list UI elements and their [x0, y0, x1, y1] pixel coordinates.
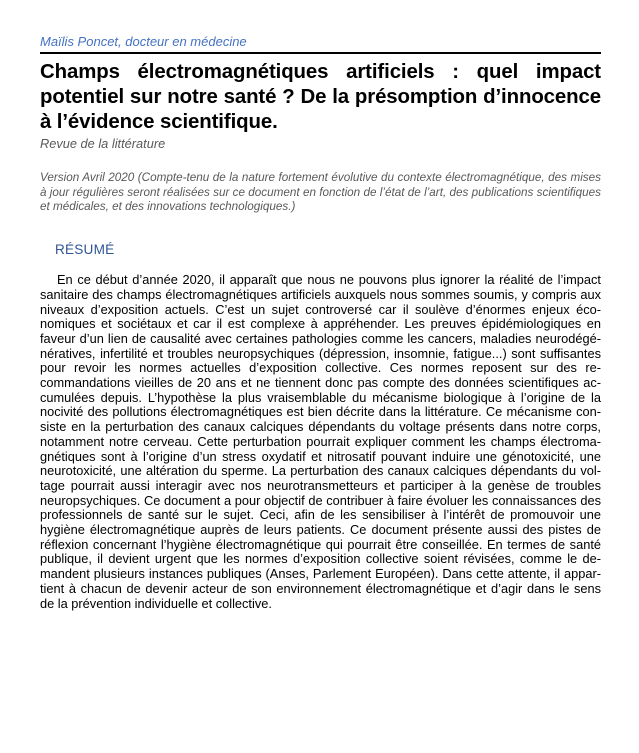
resume-section-heading: RÉSUMÉ — [55, 242, 115, 258]
version-note: Version Avril 2020 (Compte-tenu de la nature fortement évolutive du contexte électromagnétique, des mises à jour régulières seront réalisées sur ce document en fonction de l’état de l’art, des publications scientifiques et médicales, et des innovations technologiques.) — [40, 171, 601, 214]
document-subtitle: Revue de la littérature — [40, 136, 166, 151]
title-separator-rule — [40, 52, 601, 54]
document-title: Champs électromagnétiques artificiels : quel impact potentiel sur notre santé ? De la présomption d’innocence à l’évidence scientifique. — [40, 61, 601, 133]
author-byline: Maïlis Poncet, docteur en médecine — [40, 34, 247, 49]
abstract-paragraph: En ce début d’année 2020, il apparaît que nous ne pouvons plus ignorer la réalité de l’impact sanitaire des champs électromagnétiques artificiels auxquels nous sommes soumis, y compris aux niveaux d’exposition actuels. C’est un sujet controversé car il soulève d’énormes enjeux économiques et sociétaux et car il est complexe à appréhender. Les preuves épidémiologiques en faveur d’un lien de causalité avec certaines pathologies comme les cancers, maladies neurodégénératives, infertilité et troubles neuropsychiques (dépression, insomnie, fatigue...) sont suffisantes pour revoir les normes actuelles d’exposition collective. Ces normes reposent sur des recommandations vieilles de 20 ans et ne tiennent donc pas compte des données scientifiques accumulées depuis. L’hypothèse la plus vraisemblable du mécanisme biologique à l’origine de la nocivité des pollutions électromagnétiques est bien décrite dans la littérature. Ce mécanisme consiste en la perturbation des canaux calciques dépendants du voltage présents dans notre corps, notamment notre cerveau. Cette perturbation pourrait expliquer comment les champs électromagnétiques sont à l’origine d’un stress oxydatif et nitrosatif pouvant induire une génotoxicité, une neurotoxicité, une altération du sperme. La perturbation des canaux calciques dépendants du voltage pourrait aussi interagir avec nos neurotransmetteurs et participer à la genèse de troubles neuropsychiques. Ce document a pour objectif de contribuer à faire évoluer les connaissances des professionnels de santé sur le sujet. Ceci, afin de les sensibiliser à l’intérêt de promouvoir une hygiène électromagnétique auprès de leurs patients. Ce document présente aussi des pistes de réflexion concernant l’hygiène électromagnétique qui pourrait être conseillée. En termes de santé publique, il devient urgent que les normes d’exposition collective soient révisées, comme le demandent plusieurs instances publiques (Anses, Parlement Européen). Dans cette attente, il appartient à chacun de devenir acteur de son environnement électromagnétique et d’agir dans le sens de la prévention individuelle et collective. — [40, 272, 601, 611]
